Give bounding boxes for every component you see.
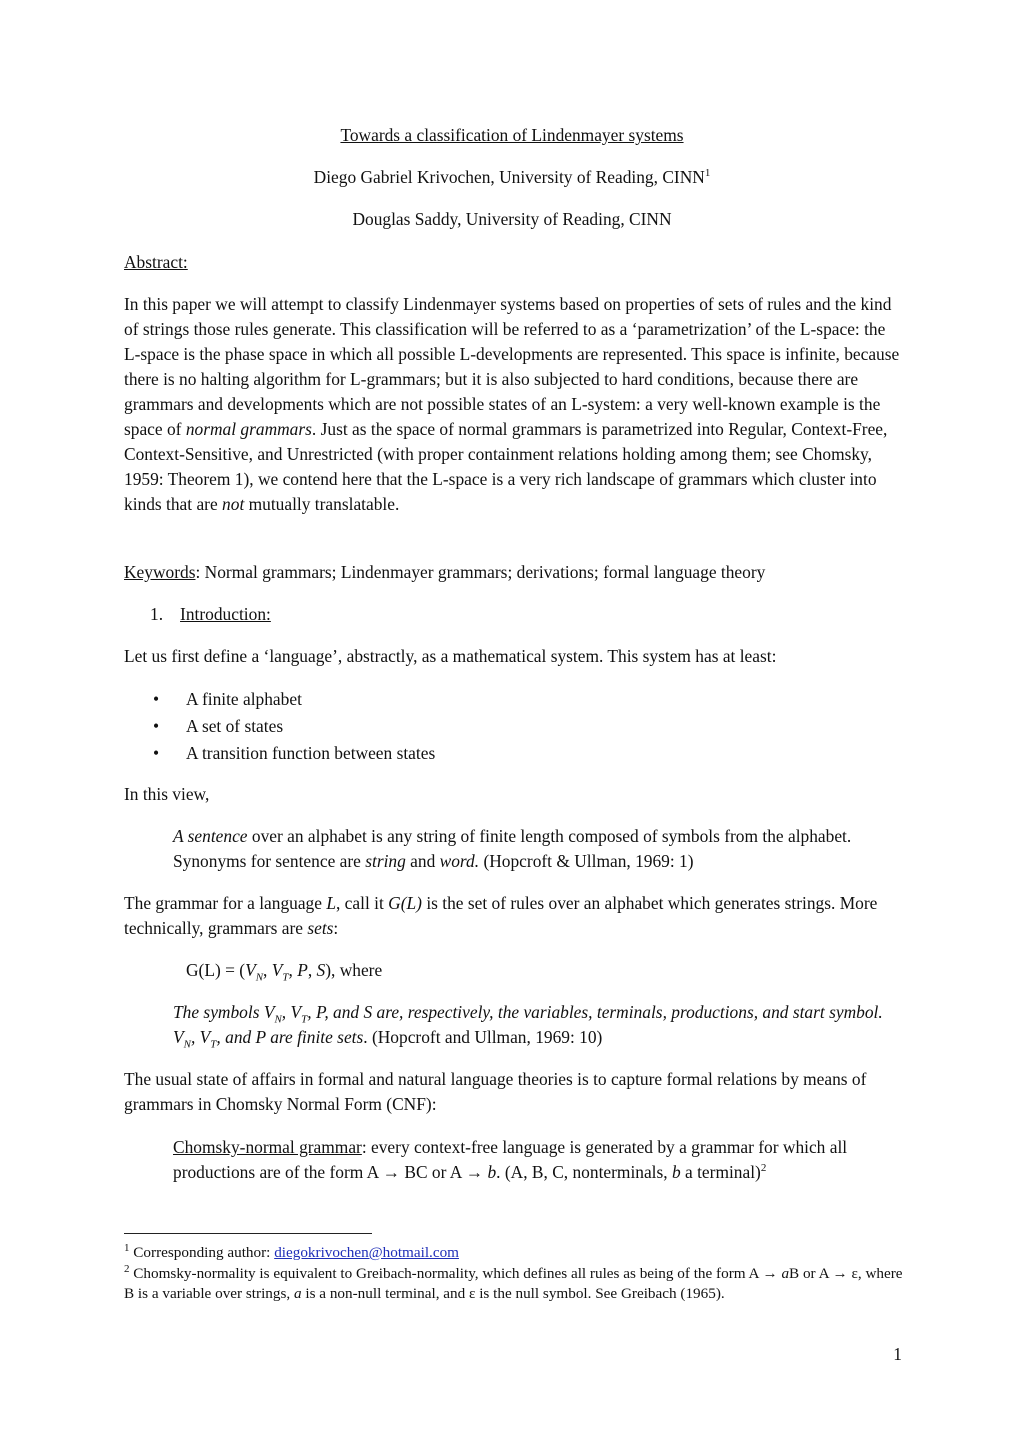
footnote-divider: [124, 1233, 372, 1234]
cnf-paragraph: The usual state of affairs in formal and natural language theories is to capture formal relations by means of grammars in Chomsky Normal Form (CNF):: [124, 1069, 867, 1114]
quote-grammar-symbols: The symbols $V_N$, $V_T$, P, and S are, respectively, the variables, terminals, productions, and start symbol. $V_N$, $V_T$, and P are finite sets. (Hopcroft and Ullman, 1969: 10): [173, 1002, 883, 1051]
page-number: 1: [893, 1344, 902, 1364]
abstract-heading: Abstract:: [124, 252, 188, 272]
abstract-paragraph: In this paper we will attempt to classify Lindenmayer systems based on properties of sets of rules and the kind of strings those rules generate. This classification will be referred to as a ‘parametrization’ of the L-space: the L-space is the phase space in which all possible L-developments are represented. This space is infinite, because there is no halting algorithm for L-grammars; but it is also subjected to hard conditions, because there are grammars and developments which are not possible states of an L-system: a very well-known example is the space of normal grammars. Just as the space of normal grammars is parametrized into Regular, Context-Free, Context-Sensitive, and Unrestricted (with proper containment relations holding among them; see Chomsky, 1959: Theorem 1), we contend here that the L-space is a very rich landscape of grammars which cluster into kinds that are not mutually translatable.: [124, 294, 900, 514]
author-2: Douglas Saddy, University of Reading, CINN: [352, 209, 672, 229]
footnote-1: $^1$ Corresponding author: diegokrivochen@hotmail.com: [124, 1241, 459, 1261]
footnote-ref-2: 2: [760, 1162, 767, 1175]
intro-paragraph: Let us first define a ‘language’, abstractly, as a mathematical system. This system has at least:: [124, 646, 777, 666]
grammar-paragraph: The grammar for a language L, call it G(L) is the set of rules over an alphabet which generates strings. More technically, grammars are sets:: [124, 893, 878, 938]
paper-title: Towards a classification of Lindenmayer systems: [340, 125, 684, 145]
author-1: Diego Gabriel Krivochen, University of Reading, CINN$^1$: [313, 167, 711, 187]
in-this-view: In this view,: [124, 784, 210, 804]
section-heading-introduction: 1. Introduction:: [150, 604, 271, 624]
footnote-2: $^2$ Chomsky-normality is equivalent to Greibach-normality, which defines all rules as being of the form A → aB or A → ε, where B is a variable over strings, a is a non-null terminal, and ε is the null symbol. See Greibach (1965).: [124, 1262, 903, 1302]
cnf-definition: Chomsky-normal grammar: every context-free language is generated by a grammar for which all productions are of the form A → BC or A → b. (A, B, C, nonterminals, b a terminal)$^2$: [173, 1137, 848, 1182]
paper-page: Towards a classification of Lindenmayer systems Diego Gabriel Krivochen, University of Reading, CINN$^1$ Douglas Saddy, University of Reading, CINN Abstract: In this paper we will attempt to classify Lindenmayer systems based on properties of sets of rules and the kind of strings those rules generate. This classification will be referred to as a ‘parametrization’ of the L-space: the L-space is the phase space in which all possible L-developments are represented. This space is infinite, because there is no halting algorithm for L-grammars; but it is also subjected to hard conditions, because there are grammars and developments which are not possible states of an L-system: a very well-known example is the space of normal grammars. Just as the space of normal grammars is parametrized into Regular, Context-Free, Context-Sensitive, and Unrestricted (with proper containment relations holding among them; see Chomsky, 1959: Theorem 1), we contend here that the L-space is a very rich landscape of grammars which cluster into kinds that are not mutually translatable. Keywords: Normal grammars; Lindenmayer grammars; derivations; formal language theory 1. Introduction: Let us first define a ‘language’, abstractly, as a mathematical system. This system has at least: • A finite alphabet • A set of states • A transition function between states In this view, A sentence over an alphabet is any string of finite length composed of symbols from the alphabet. Synonyms for sentence are string and word. (Hopcroft & Ullman, 1969: 1) The grammar for a language L, call it G(L) is the set of rules over an alphabet which generates strings. More technically, grammars are sets: $G(L) = (V_N$, $V_T$, P, S), where The symbols $V_N$, $V_T$, P, and S are, respectively, the variables, terminals, productions, and start symbol. $V_N$, $V_T$, and P are finite sets. (Hopcroft and Ullman, 1969: 10) The usual state of affairs in formal and natural language theories is to capture formal relations by means of grammars in Chomsky Normal Form (CNF): Chomsky-normal grammar: every context-free language is generated by a grammar for which all productions are of the form A → BC or A → b. (A, B, C, nonterminals, b a terminal)$^2$ $^1$ Corresponding author: diegokrivochen@hotmail.com $^2$ Chomsky-normality is equivalent to Greibach-normality, which defines all rules as being of the form A → aB or A → ε, where B is a variable over strings, a is a non-null terminal, and ε is the null symbol. See Greibach (1965). 1: [0, 0, 1024, 1448]
quote-sentence-definition: A sentence over an alphabet is any string of finite length composed of symbols from the alphabet. Synonyms for sentence are string and word. (Hopcroft & Ullman, 1969: 1): [173, 826, 852, 871]
author-email-link[interactable]: diegokrivochen@hotmail.com: [274, 1244, 459, 1261]
footnote-ref-1: 1: [704, 167, 711, 180]
grammar-equation: $G(L) = (V_N$, $V_T$, P, S), where: [186, 960, 383, 984]
keywords-line: Keywords: Normal grammars; Lindenmayer grammars; derivations; formal language theory: [124, 562, 766, 582]
